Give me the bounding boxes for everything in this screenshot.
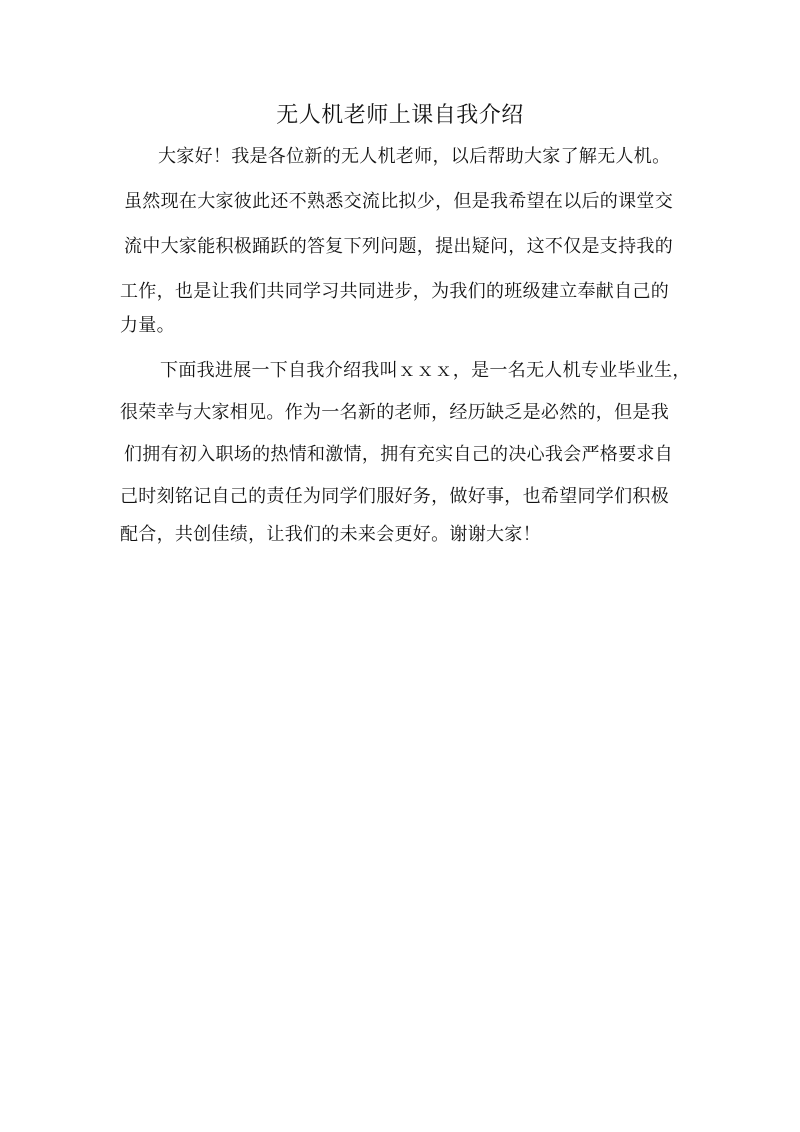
paragraph-2-line-3: 们拥有初入职场的热情和激情，拥有充实自己的决心我会严格要求自: [124, 444, 673, 465]
paragraph-1-line-2: 虽然现在大家彼此还不熟悉交流比拟少，但是我希望在以后的课堂交: [124, 191, 673, 212]
paragraph-1-line-3: 流中大家能积极踊跃的答复下列问题，提出疑问，这不仅是支持我的: [124, 236, 673, 257]
paragraph-1-line-4: 工作，也是让我们共同学习共同进步，为我们的班级建立奉献自己的: [120, 281, 669, 302]
paragraph-2-line-4: 己时刻铭记自己的责任为同学们服好务，做好事，也希望同学们积极: [120, 486, 669, 507]
paragraph-1-line-5: 力量。: [120, 315, 175, 336]
paragraph-2-line-1: 下面我进展一下自我介绍我叫ｘｘｘ，是一名无人机专业毕业生，: [160, 360, 691, 381]
paragraph-2-line-2: 很荣幸与大家相见。作为一名新的老师，经历缺乏是必然的，但是我: [120, 402, 669, 423]
paragraph-2-line-5: 配合，共创佳绩，让我们的未来会更好。谢谢大家！: [120, 524, 541, 545]
document-title: 无人机老师上课自我介绍: [276, 103, 524, 128]
paragraph-1-line-1: 大家好！我是各位新的无人机老师，以后帮助大家了解无人机。: [158, 146, 671, 167]
